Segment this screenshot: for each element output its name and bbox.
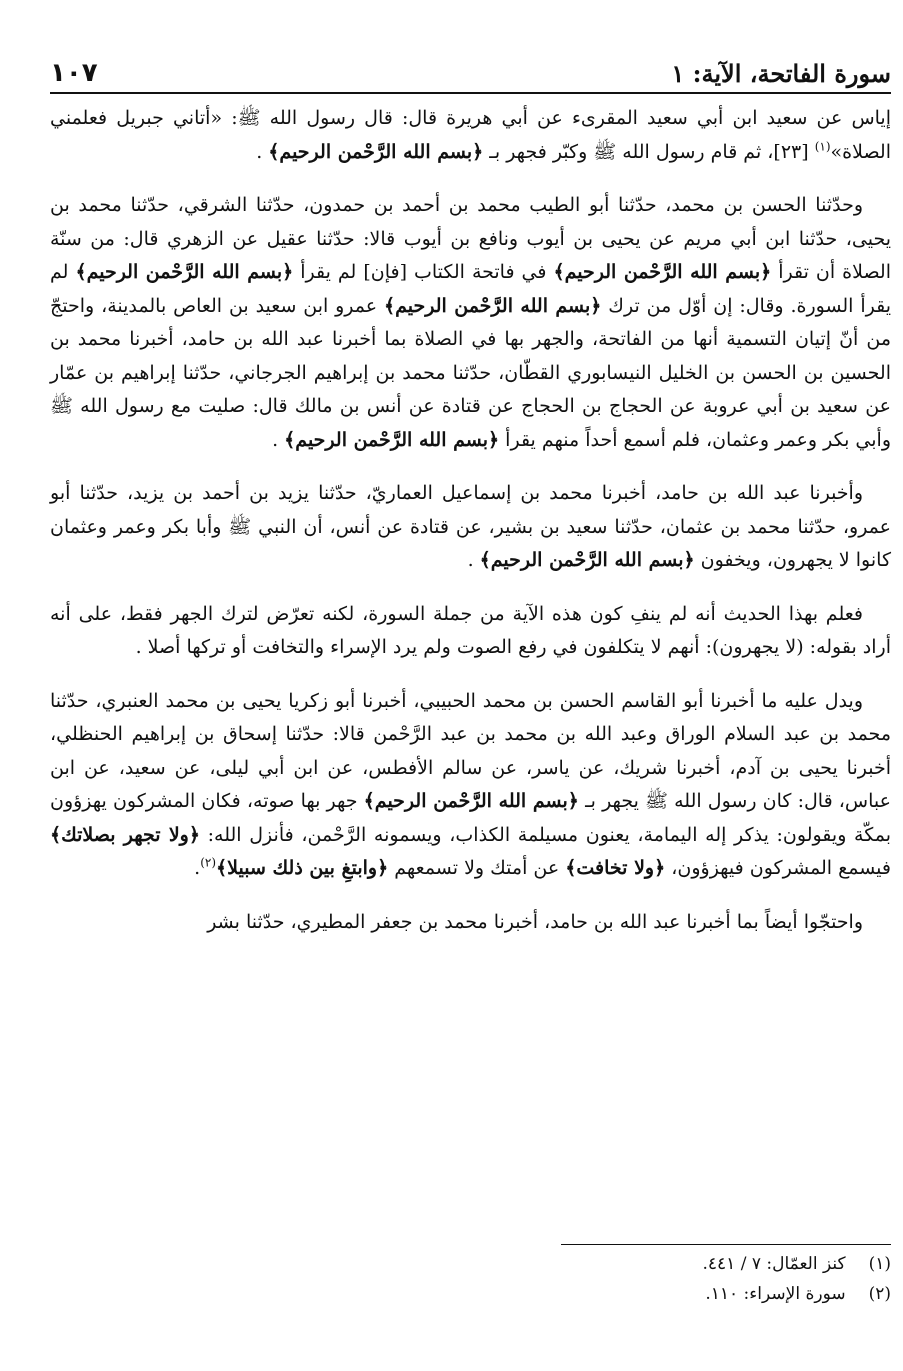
- paragraph: [50, 906, 891, 940]
- text-run: ويدل عليه ما أخبرنا أبو القاسم الحسن بن محمد الحبيبي، أخبرنا أبو زكريا يحيى بن محمد العنبري، حدّثنا محمد بن عبد السلام الوراق وعبد الله بن محمد بن عبد الرَّحْمن قالا: حدّثنا إسحاق بن إبراهيم الحنظلي، أخبرنا يحيى بن آدم، أخبرنا شريك، عن ياسر، عن سالم الأفطس، عن ابن أبي ليلى، عن سعيد، عن ابن عباس، قال: كان رسول الله ﷺ يجهر بـ: [50, 689, 891, 812]
- footnote-divider: [561, 1244, 891, 1245]
- text-run: عن أمتك ولا تسمعهم: [388, 857, 566, 879]
- footnote-1: [50, 1249, 891, 1279]
- quran-quote: ﴿ولا تجهر بصلاتك﴾: [50, 823, 200, 846]
- quran-quote: ﴿بسم الله الرَّحْمن الرحيم﴾: [363, 790, 579, 812]
- quran-quote: ﴿ولا تخافت﴾: [565, 857, 666, 879]
- text-run: [٢٣]، ثم قام رسول الله ﷺ وكبّر فجهر بـ: [483, 140, 815, 163]
- text-run: عمرو ابن سعيد بن العاص بالمدينة، واحتجّ من أنّ إتيان التسمية أنها من الفاتحة، والجهر بها في الصلاة بما أخبرنا عبد الله بن حامد، أخبرنا محمد بن الحسين بن الحسن بن الخليل النيسابوري القطّان، حدّثنا محمد بن إبراهيم الجرجاني، حدّثنا إبراهيم بن عمّار عن سعيد بن أبي عروبة عن الحجاج بن الحجاج عن قتادة عن أنس بن مالك قال: صليت مع رسول الله ﷺ وأبي بكر وعمر وعثمان، فلم أسمع أحداً منهم يقرأ: [50, 294, 891, 451]
- text-run: جهر بها صوته، فكان المشركون يهزؤون بمكّة ويقولون: يذكر إله اليمامة، يعنون مسيلمة الكذاب، ويسمونه الرَّحْمن، فأنزل الله:: [50, 790, 891, 846]
- quran-quote: ﴿بسم الله الرَّحْمن الرحيم﴾: [284, 428, 500, 451]
- footnotes: [50, 1244, 891, 1309]
- text-run: إياس عن سعيد ابن أبي سعيد المقرىء عن أبي هريرة قال: قال رسول الله ﷺ: «أتاني جبريل فعلمني الصلاة»: [50, 107, 891, 163]
- footnote-number: (١): [868, 1254, 891, 1274]
- quran-quote: ﴿بسم الله الرَّحْمن الرحيم﴾: [268, 140, 484, 163]
- paragraph: [50, 102, 891, 169]
- text-run: .: [194, 857, 201, 879]
- text-run: فيسمع المشركون فيهزؤون،: [665, 857, 891, 879]
- quran-quote: ﴿وابتغِ بين ذلك سبيلا﴾: [216, 857, 389, 879]
- main-text: [50, 102, 891, 939]
- page: [50, 48, 891, 959]
- page-number: ١٠٧: [50, 58, 98, 88]
- text-run: .: [256, 140, 269, 163]
- text-run: في فاتحة الكتاب [فإن] لم يقرأ: [293, 261, 554, 283]
- text-run: فعلم بهذا الحديث أنه لم ينفِ كون هذه الآية من جملة السورة، لكنه تعرّض لترك الجهر فقط، على أنه أراد بقوله: (لا يجهرون): أنهم لا يتكلفون في رفع الصوت ولم يرد الإسراء والتخافت أو تركها أصلا .: [50, 602, 891, 658]
- text-run: .: [272, 428, 285, 451]
- paragraph: [50, 685, 891, 886]
- paragraph: [50, 598, 891, 665]
- footnote-text: سورة الإسراء: ١١٠.: [705, 1284, 846, 1304]
- running-title: سورة الفاتحة، الآية: ١: [671, 59, 891, 88]
- quran-quote: ﴿بسم الله الرَّحْمن الرحيم﴾: [383, 294, 602, 317]
- footnote-ref: (٢): [200, 855, 217, 870]
- footnote-number: (٢): [868, 1284, 891, 1304]
- quran-quote: ﴿بسم الله الرَّحْمن الرحيم﴾: [75, 261, 294, 283]
- text-run: .: [467, 549, 480, 571]
- running-header: [50, 48, 891, 94]
- footnote-ref: (١): [814, 139, 831, 154]
- paragraph: [50, 477, 891, 578]
- text-run: لم يقرأ السورة. وقال: إن أوّل من ترك: [50, 261, 891, 317]
- text-run: واحتجّوا أيضاً بما أخبرنا عبد الله بن حامد، أخبرنا محمد بن جعفر المطيري، حدّثنا بشر: [207, 910, 863, 933]
- footnote-2: [50, 1279, 891, 1309]
- text-run: وحدّثنا الحسن بن محمد، حدّثنا أبو الطيب محمد بن أحمد بن حمدون، حدّثنا الشرقي، حدّثنا محمد بن يحيى، حدّثنا ابن أبي مريم عن يحيى بن أيوب ونافع بن أيوب قالا: حدّثنا عقيل عن الزهري قال: من سنّة الصلاة أن تقرأ: [50, 194, 891, 283]
- text-run: وأخبرنا عبد الله بن حامد، أخبرنا محمد بن إسماعيل العماريّ، حدّثنا يزيد بن أحمد بن يزيد، حدّثنا أبو عمرو، حدّثنا محمد بن عثمان، حدّثنا سعيد بن بشير، عن قتادة عن أنس، أن النبي ﷺ وأبا بكر وعمر وعثمان كانوا لا يجهرون، ويخفون: [50, 482, 891, 571]
- paragraph: [50, 189, 891, 457]
- quran-quote: ﴿بسم الله الرَّحْمن الرحيم﴾: [479, 549, 695, 571]
- quran-quote: ﴿بسم الله الرَّحْمن الرحيم﴾: [553, 261, 772, 283]
- footnote-text: كنز العمّال: ٧ / ٤٤١.: [702, 1254, 846, 1274]
